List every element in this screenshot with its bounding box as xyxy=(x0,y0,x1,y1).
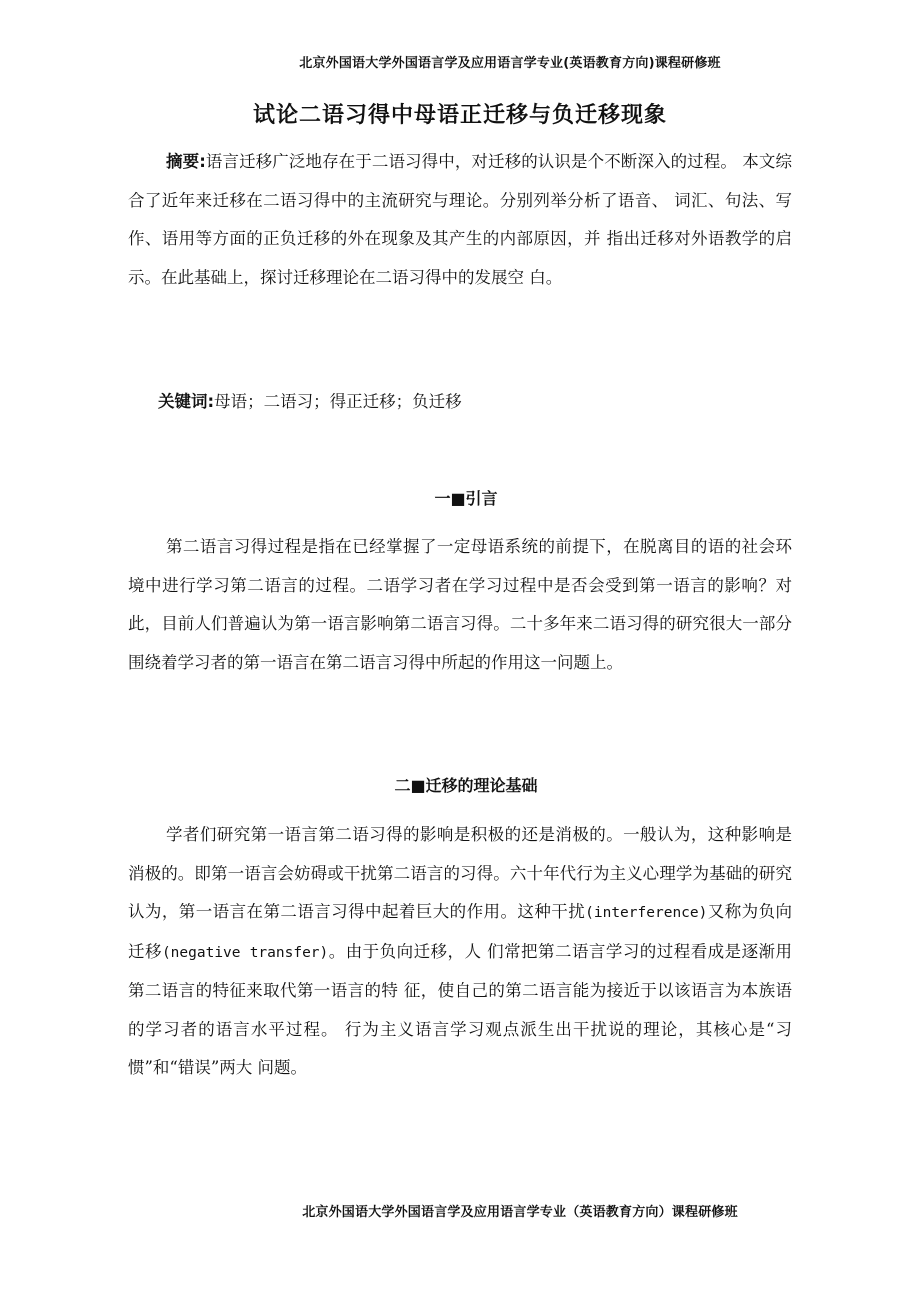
running-footer: 北京外国语大学外国语言学及应用语言学专业（英语教育方向）课程研修班 xyxy=(302,1205,738,1220)
document-title: 试论二语习得中母语正迁移与负迁移现象 xyxy=(252,103,667,128)
abstract-label: 摘要: xyxy=(166,152,206,171)
keywords xyxy=(158,384,462,420)
abstract-text: 语言迁移广泛地存在于二语习得中，对迁移的认识是个不断深入的过程。 本文综合了近年来迁移在二语习得中的主流研究与理论。分别列举分析了语音、 词汇、句法、写作、语用等方面的正负迁移的外在现象及其产生的内部原因，并 指出迁移对外语教学的启示。在此基础上，探讨迁移理论在二语习得中的发展空 白。 xyxy=(128,152,792,287)
running-header: 北京外国语大学外国语言学及应用语言学专业(英语教育方向)课程研修班 xyxy=(299,56,721,71)
section-heading-theory: 二■迁移的理论基础 xyxy=(394,776,538,795)
term-negative-transfer: (negative transfer) xyxy=(161,944,329,961)
keywords-text: 母语；二语习；得正迁移；负迁移 xyxy=(214,392,462,411)
keywords-label: 关键词: xyxy=(158,392,215,411)
abstract xyxy=(128,143,792,297)
theory-paragraph: 学者们研究第一语言第二语习得的影响是积极的还是消极的。一般认为，这种影响是消极的。即第一语言会妨碍或干扰第二语言的习得。六十年代行为主义心理学为基础的研究认为，第一语言在第二语言习得中起着巨大的作用。这种干扰(interference)又称为负向迁移(negative transfer)。由于负向迁移，人 们常把第二语言学习的过程看成是逐渐用第二语言的特征来取代第一语言的特 征，使自己的第二语言能为接近于以该语言为本族语的学习者的语言水平过程。 行为主义语言学习观点派生出干扰说的理论，其核心是“习惯”和“错误”两大 问题。 xyxy=(128,825,793,1077)
section-heading-introduction: 一■引言 xyxy=(434,489,498,508)
introduction-paragraph: 第二语言习得过程是指在已经掌握了一定母语系统的前提下，在脱离目的语的社会环境中进行学习第二语言的过程。二语学习者在学习过程中是否会受到第一语言的影响？对此，目前人们普遍认为第一语言影响第二语言习得。二十多年来二语习得的研究很大一部分围绕着学习者的第一语言在第二语言习得中所起的作用这一问题上。 xyxy=(128,537,792,672)
term-interference: (interference) xyxy=(585,905,708,921)
